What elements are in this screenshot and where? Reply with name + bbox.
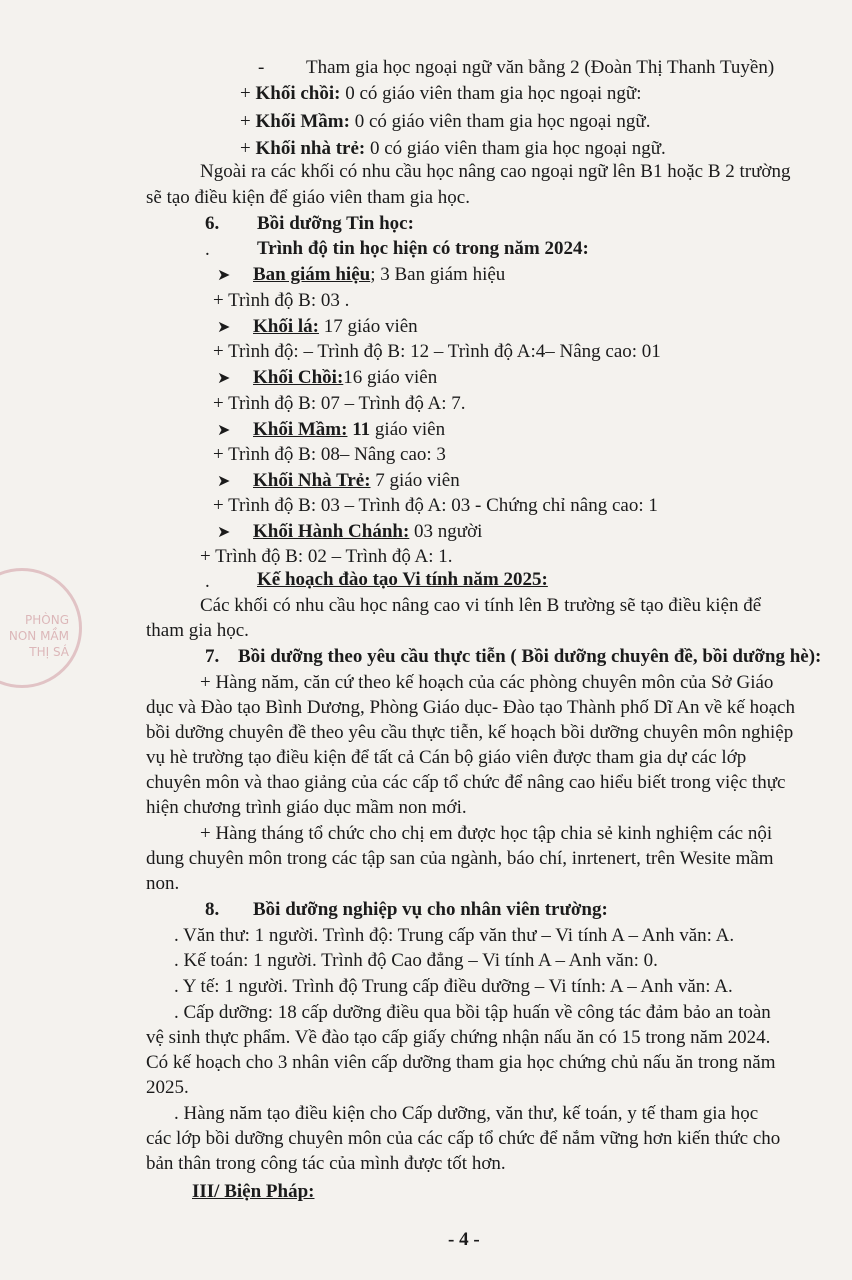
text-line: chuyên môn và thao giảng của các cấp tổ chức để nâng cao hiểu biết trong việc thực [146, 772, 786, 793]
arrow-icon: ➤ [217, 319, 231, 336]
section-title: Bồi dưỡng Tin học: [257, 213, 414, 234]
text-line: . Y tế: 1 người. Trình độ Trung cấp điều dưỡng – Vi tính: A – Anh văn: A. [174, 976, 733, 997]
text-line: + Trình độ: – Trình độ B: 12 – Trình độ A:4– Nâng cao: 01 [213, 341, 661, 362]
list-item: ➤ Khối Chồi:16 giáo viên [217, 366, 437, 391]
text-line: + Hàng tháng tổ chức cho chị em được học tập chia sẻ kinh nghiệm các nội [200, 823, 773, 844]
text-line: Các khối có nhu cầu học nâng cao vi tính lên B trường sẽ tạo điều kiện để [200, 595, 762, 616]
text-line: + Khối chồi: 0 có giáo viên tham gia học ngoại ngữ: [240, 83, 642, 104]
text-line: - [258, 57, 265, 78]
text-line: dung chuyên môn trong các tập san của ngành, báo chí, inrtenert, trên Wesite mầm [146, 848, 774, 869]
list-item: ➤ Khối lá: 17 giáo viên [217, 315, 418, 340]
section-number: 7. [205, 646, 220, 667]
text-line: các lớp bồi dưỡng chuyên môn của các cấp tổ chức để nắm vững hơn kiến thức cho [146, 1128, 781, 1149]
list-item: ➤ Khối Hành Chánh: 03 người [217, 520, 482, 545]
text-line: + Trình độ B: 08– Nâng cao: 3 [213, 444, 446, 465]
bullet: . [205, 571, 210, 592]
text-line: bản thân trong công tác của mình được tốt hơn. [146, 1153, 506, 1174]
page-number: - 4 - [448, 1229, 480, 1250]
stamp-seal: PHÒNG NON MẦM THỊ SÁ [0, 568, 82, 688]
text-line: Ngoài ra các khối có nhu cầu học nâng cao ngoại ngữ lên B1 hoặc B 2 trường [200, 161, 791, 182]
text-line: Có kế hoạch cho 3 nhân viên cấp dưỡng tham gia học chứng chủ nấu ăn trong năm [146, 1052, 776, 1073]
text-line: dục và Đào tạo Bình Dương, Phòng Giáo dục- Đào tạo Thành phố Dĩ An về kế hoạch [146, 697, 795, 718]
text-line: Tham gia học ngoại ngữ văn bằng 2 (Đoàn Thị Thanh Tuyền) [306, 57, 775, 78]
text-line: + Khối Mầm: 0 có giáo viên tham gia học ngoại ngữ. [240, 111, 651, 132]
arrow-icon: ➤ [217, 473, 231, 490]
text-line: 2025. [146, 1077, 189, 1098]
list-item: ➤ Khối Nhà Trẻ: 7 giáo viên [217, 469, 460, 494]
text-line: . Kế toán: 1 người. Trình độ Cao đẳng – Vi tính A – Anh văn: 0. [174, 950, 658, 971]
arrow-icon: ➤ [217, 267, 231, 284]
text-line: vụ hè trường tạo điều kiện để tất cả Cán bộ giáo viên được tham gia dự các lớp [146, 747, 747, 768]
text-line: + Trình độ B: 03 . [213, 290, 350, 311]
section-title: Bồi dưỡng theo yêu cầu thực tiễn ( Bồi dưỡng chuyên đề, bồi dưỡng hè): [238, 646, 822, 667]
arrow-icon: ➤ [217, 422, 231, 439]
text-line: + Trình độ B: 07 – Trình độ A: 7. [213, 393, 466, 414]
list-item: ➤ Khối Mầm: 11 giáo viên [217, 418, 445, 443]
text-line: . Văn thư: 1 người. Trình độ: Trung cấp văn thư – Vi tính A – Anh văn: A. [174, 925, 735, 946]
text-line: vệ sinh thực phẩm. Về đào tạo cấp giấy chứng nhận nấu ăn có 15 trong năm 2024. [146, 1027, 771, 1048]
text-line: hiện chương trình giáo dục mầm non mới. [146, 797, 467, 818]
text-line: sẽ tạo điều kiện để giáo viên tham gia học. [146, 187, 470, 208]
text-line: + Khối nhà trẻ: 0 có giáo viên tham gia học ngoại ngữ. [240, 138, 666, 159]
text-line: non. [146, 873, 180, 894]
text-line: + Trình độ B: 03 – Trình độ A: 03 - Chứng chỉ nâng cao: 1 [213, 495, 658, 516]
bullet: . [205, 239, 210, 260]
text-line: + Trình độ B: 02 – Trình độ A: 1. [200, 546, 453, 567]
section-number: 6. [205, 213, 220, 234]
section-title: III/ Biện Pháp: [192, 1181, 315, 1202]
section-number: 8. [205, 899, 220, 920]
section-title: Bồi dưỡng nghiệp vụ cho nhân viên trường: [253, 899, 608, 920]
text-line: tham gia học. [146, 620, 249, 641]
arrow-icon: ➤ [217, 524, 231, 541]
arrow-icon: ➤ [217, 370, 231, 387]
text-line: bồi dưỡng chuyên đề theo yêu cầu thực tiễn, kế hoạch bồi dưỡng chuyên môn nghiệp [146, 722, 794, 743]
text-line: . Cấp dưỡng: 18 cấp dưỡng điều qua bồi tập huấn về công tác đảm bảo an toàn [174, 1002, 771, 1023]
text-line: . Hàng năm tạo điều kiện cho Cấp dưỡng, văn thư, kế toán, y tế tham gia học [174, 1103, 759, 1124]
text-line: + Hàng năm, căn cứ theo kế hoạch của các phòng chuyên môn của Sở Giáo [200, 672, 774, 693]
list-item: ➤ Ban giám hiệu; 3 Ban giám hiệu [217, 263, 505, 288]
subsection-title: Trình độ tin học hiện có trong năm 2024: [257, 238, 589, 259]
subsection-title: Kế hoạch đào tạo Vi tính năm 2025: [257, 569, 548, 590]
